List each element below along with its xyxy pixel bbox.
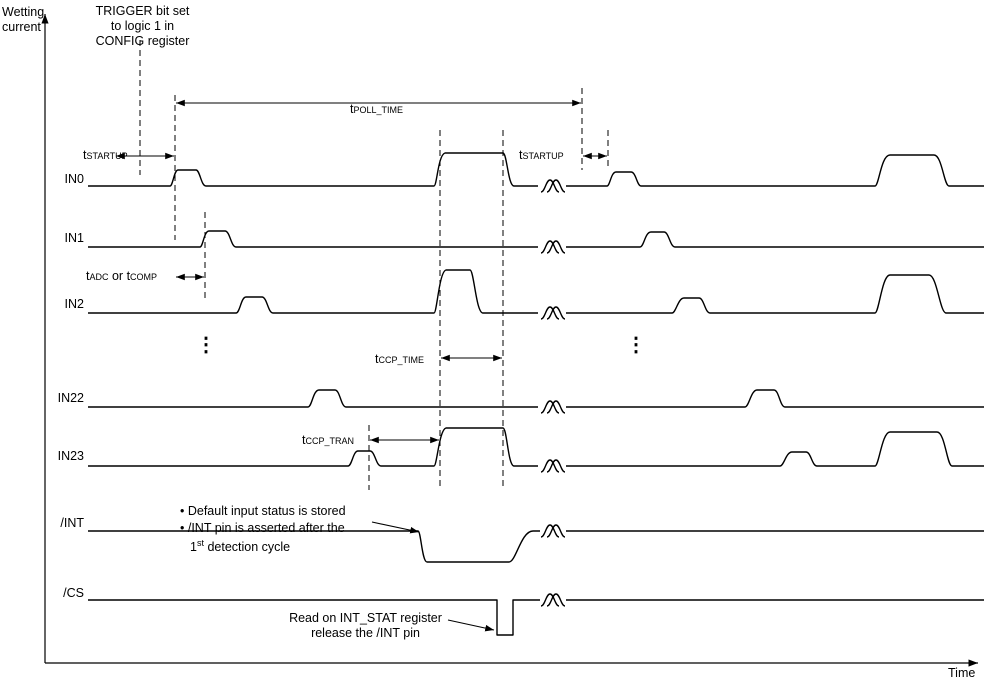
break-marks — [541, 180, 565, 606]
signal-label-in0: IN0 — [64, 172, 84, 186]
break-in22 — [541, 401, 565, 413]
trace-cs — [88, 600, 984, 635]
trigger-note-line2: to logic 1 in — [110, 19, 175, 33]
y-axis-label-line1: Wetting — [2, 5, 45, 19]
break-in1 — [541, 241, 565, 253]
cs-callout-pointer — [448, 620, 494, 630]
break-in0 — [541, 180, 565, 192]
break-int — [541, 525, 565, 537]
x-axis-label: Time — [948, 666, 976, 680]
break-cs — [541, 594, 565, 606]
signal-label-in23: IN23 — [57, 449, 84, 463]
adc-comp-label: tADC or tCOMP — [86, 269, 158, 283]
signal-label-int: /INT — [60, 516, 84, 530]
y-axis-label-line2: current — [2, 20, 41, 34]
break-in2 — [541, 307, 565, 319]
ccp-tran-label: tCCP_TRAN — [302, 433, 354, 447]
trace-in2 — [88, 270, 984, 313]
trigger-note-line1: TRIGGER bit set — [95, 4, 190, 18]
trigger-note-line3: CONFIG register — [95, 34, 190, 48]
signal-label-in1: IN1 — [64, 231, 84, 245]
trace-in23 — [88, 428, 984, 466]
vertical-dots-left: ⋮ — [196, 334, 216, 356]
signal-label-cs: /CS — [63, 586, 84, 600]
trace-in22 — [88, 390, 984, 407]
trace-in1 — [88, 231, 984, 247]
cs-note-line2: release the /INT pin — [311, 626, 420, 640]
break-in23 — [541, 460, 565, 472]
int-note — [180, 503, 430, 556]
startup-2-label: tSTARTUP — [519, 148, 564, 162]
int-note-bullet-3: 1st detection cycle — [190, 537, 291, 554]
int-note-bullet-1: • Default input status is stored — [180, 504, 346, 518]
signal-traces — [88, 153, 984, 635]
signal-label-in2: IN2 — [64, 297, 84, 311]
signal-label-in22: IN22 — [57, 391, 84, 405]
poll-time-label: tPOLL_TIME — [350, 102, 404, 116]
cs-note-line1: Read on INT_STAT register — [289, 611, 442, 625]
ccp-time-label: tCCP_TIME — [375, 352, 424, 366]
int-note-bullet-2: • /INT pin is asserted after the — [180, 520, 345, 535]
startup-1-label: tSTARTUP — [83, 148, 128, 162]
vertical-dots-right: ⋮ — [626, 334, 646, 356]
